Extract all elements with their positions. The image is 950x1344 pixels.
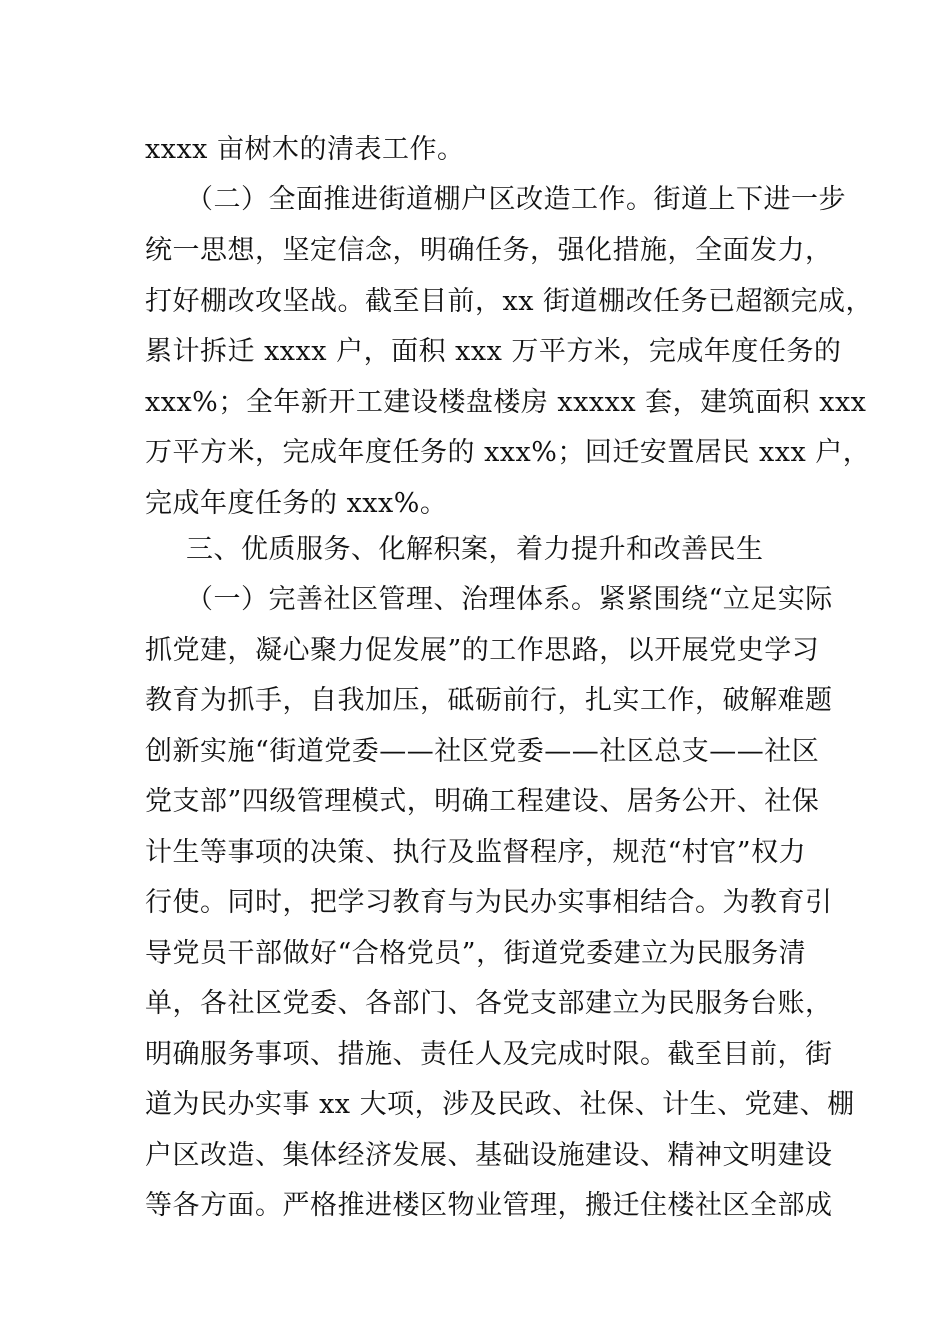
text-line: 计生等事项的决策、执行及监督程序，规范“村官”权力: [145, 837, 807, 868]
text-line: 党支部”四级管理模式，明确工程建设、居务公开、社保: [145, 786, 820, 817]
text-line: 打好棚改攻坚战。截至目前，xx 街道棚改任务已超额完成，: [145, 286, 874, 317]
text-line: 明确服务事项、措施、责任人及完成时限。截至目前，街: [145, 1039, 833, 1070]
text-line: 单，各社区党委、各部门、各党支部建立为民服务台账，: [145, 988, 833, 1019]
text-line: 累计拆迁 xxxx 户，面积 xxx 万平方米，完成年度任务的: [145, 336, 842, 367]
text-line: （二）全面推进街道棚户区改造工作。街道上下进一步: [186, 184, 846, 215]
text-line: 完成年度任务的 xxx%。: [145, 488, 448, 519]
text-line: 导党员干部做好“合格党员”，街道党委建立为民服务清: [145, 938, 807, 969]
text-line: 户区改造、集体经济发展、基础设施建设、精神文明建设: [145, 1140, 833, 1171]
text-line: 创新实施“街道党委——社区党委——社区总支——社区: [145, 736, 820, 767]
section-heading: 三、优质服务、化解积案，着力提升和改善民生: [186, 534, 764, 565]
text-line: 道为民办实事 xx 大项，涉及民政、社保、计生、党建、棚: [145, 1089, 855, 1120]
text-line: xxxx 亩树木的清表工作。: [145, 134, 465, 165]
text-line: （一）完善社区管理、治理体系。紧紧围绕“立足实际: [186, 584, 833, 615]
text-line: 抓党建，凝心聚力促发展”的工作思路，以开展党史学习: [145, 635, 820, 666]
text-line: 教育为抓手，自我加压，砥砺前行，扎实工作，破解难题: [145, 685, 833, 716]
text-line: 等各方面。严格推进楼区物业管理，搬迁住楼社区全部成: [145, 1190, 833, 1221]
text-line: xxx%；全年新开工建设楼盘楼房 xxxxx 套，建筑面积 xxx: [145, 387, 867, 418]
text-line: 统一思想，坚定信念，明确任务，强化措施，全面发力，: [145, 235, 833, 266]
text-line: 万平方米，完成年度任务的 xxx%；回迁安置居民 xxx 户，: [145, 437, 871, 468]
text-line: 行使。同时，把学习教育与为民办实事相结合。为教育引: [145, 887, 833, 918]
